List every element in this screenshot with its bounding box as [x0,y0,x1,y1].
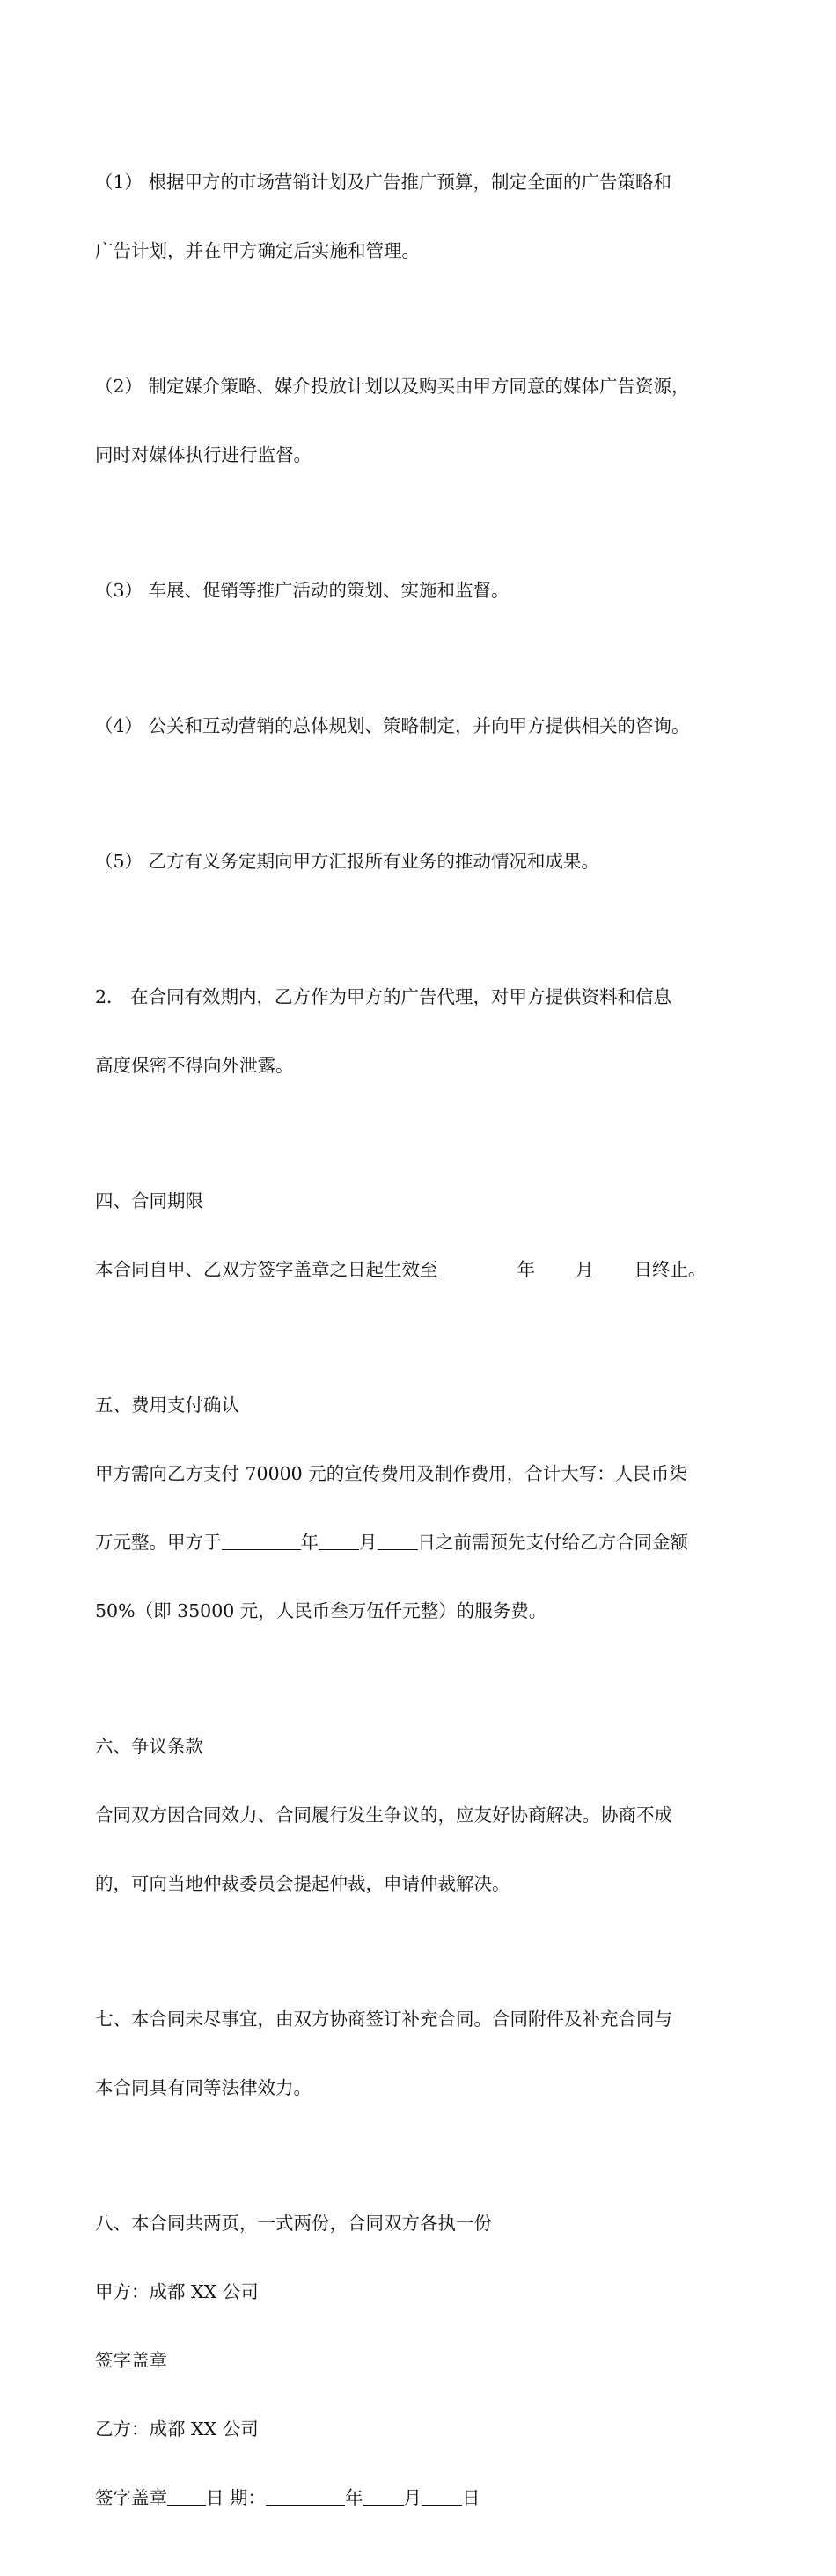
clause-2 [95,940,746,1123]
section-4-term-line [95,1258,746,1281]
section-6 [95,1689,746,1941]
item-4 [95,669,746,783]
date-label: 日 期： [206,2487,267,2508]
month-blank [363,2487,404,2506]
item-2 [95,329,746,512]
section-8 [95,2166,746,2555]
party-a: 甲方：成都 XX 公司 [95,2281,259,2302]
month-label: 月 [576,1259,594,1280]
item-2-line-2: 同时对媒体执行进行监督。 [95,444,312,465]
section-6-heading: 六、争议条款 [95,1736,203,1757]
section-5-line-3: 50%（即 35000 元，人民币叁万伍仟元整）的服务费。 [95,1600,547,1621]
party-b-signature-date [95,2486,746,2509]
year-blank [222,1532,301,1550]
section-4-heading: 四、合同期限 [95,1190,203,1211]
item-3-line-1: （3） 车展、促销等推广活动的策划、实施和监督。 [95,580,510,601]
item-4-line-1: （4） 公关和互动营销的总体规划、策略制定，并向甲方提供相关的咨询。 [95,715,690,736]
day-blank [378,1532,418,1550]
year-blank [266,2487,345,2506]
year-blank [438,1259,517,1277]
day-blank [422,2487,462,2506]
year-label: 年 [345,2487,363,2508]
section-7 [95,1962,746,2145]
clause-2-line-2: 高度保密不得向外泄露。 [95,1055,294,1076]
year-label: 年 [300,1532,319,1553]
section-5-line-2-a: 万元整。甲方于 [95,1532,222,1553]
contract-page [95,125,746,2576]
section-6-line-2: 的，可向当地仲裁委员会提起仲裁，申请仲裁解决。 [95,1873,510,1894]
section-5 [95,1348,746,1668]
section-4-text-a: 本合同自甲、乙双方签字盖章之日起生效至 [95,1259,438,1280]
party-a-signature: 签字盖章 [95,2350,167,2371]
section-8-line-1: 八、本合同共两页，一式两份，合同双方各执一份 [95,2213,492,2234]
item-5-line-1: （5） 乙方有义务定期向甲方汇报所有业务的推动情况和成果。 [95,851,600,872]
item-1 [95,125,746,308]
section-7-line-1: 七、本合同未尽事宜，由双方协商签订补充合同。合同附件及补充合同与 [95,2009,672,2030]
month-label: 月 [359,1532,378,1553]
item-3 [95,533,746,648]
signature-blank [167,2487,206,2506]
section-5-line-2-b: 日之前需预先支付给乙方合同金额 [417,1532,688,1553]
item-2-line-1: （2） 制定媒介策略、媒介投放计划以及购买由甲方同意的媒体广告资源， [95,376,690,397]
item-1-line-2: 广告计划，并在甲方确定后实施和管理。 [95,240,420,261]
party-b-signature: 签字盖章 [95,2487,167,2508]
clause-2-line-1: 2． 在合同有效期内，乙方作为甲方的广告代理，对甲方提供资料和信息 [95,986,672,1007]
month-blank [319,1532,359,1550]
section-5-line-1: 甲方需向乙方支付 70000 元的宣传费用及制作费用，合计大写：人民币柒 [95,1463,687,1484]
section-7-line-2: 本合同具有同等法律效力。 [95,2077,312,2098]
party-b: 乙方：成都 XX 公司 [95,2419,259,2440]
month-label: 月 [403,2487,422,2508]
day-blank [594,1259,634,1277]
section-6-line-1: 合同双方因合同效力、合同履行发生争议的，应友好协商解决。协商不成 [95,1804,672,1826]
item-1-line-1: （1） 根据甲方的市场营销计划及广告推广预算，制定全面的广告策略和 [95,172,672,193]
section-4-text-b: 日终止。 [634,1259,707,1280]
day-label: 日 [462,2487,480,2508]
section-5-heading: 五、费用支付确认 [95,1394,239,1416]
year-label: 年 [517,1259,535,1280]
item-5 [95,804,746,918]
section-4 [95,1144,746,1327]
month-blank [535,1259,576,1277]
section-5-line-2 [95,1531,746,1554]
